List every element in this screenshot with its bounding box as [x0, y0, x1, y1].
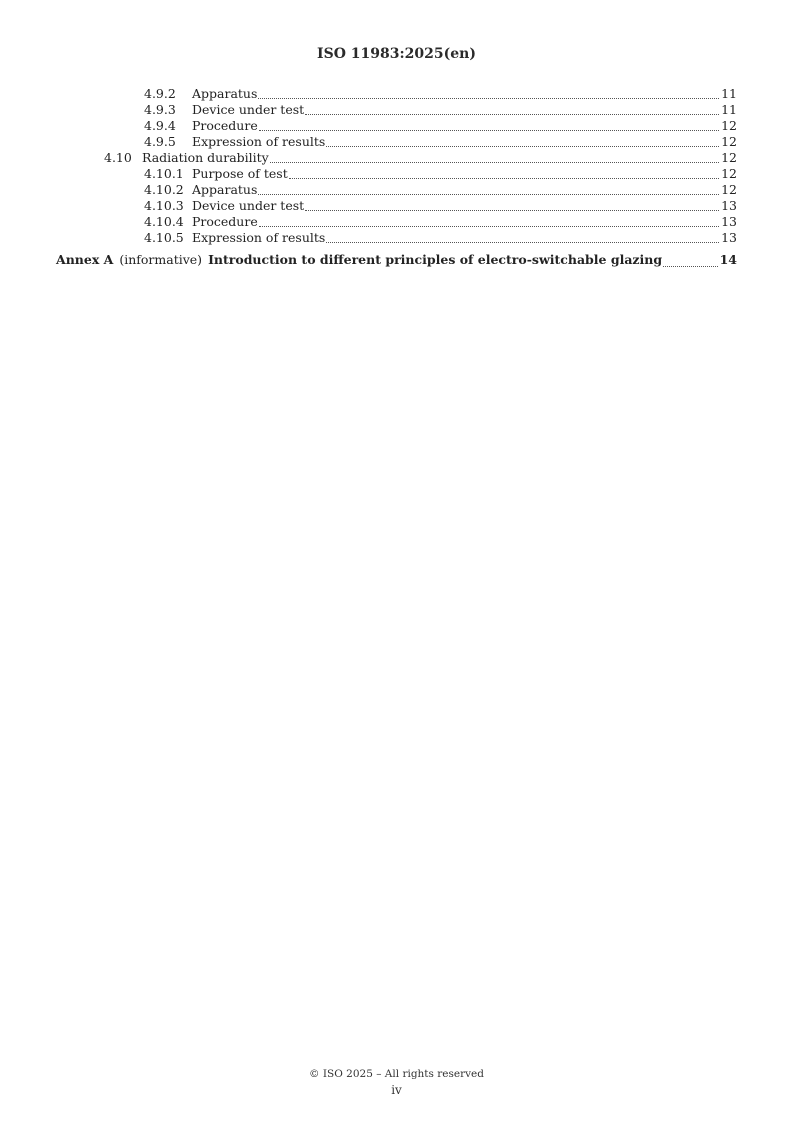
toc-entry[interactable]: [56, 182, 737, 198]
toc-entry[interactable]: [56, 198, 737, 214]
page-footer: [0, 1066, 793, 1098]
toc-entry-number: 4.9.4: [144, 118, 176, 133]
toc-entry[interactable]: [56, 214, 737, 230]
toc-entry-page: 12: [721, 150, 737, 165]
toc-entry-title: Device under test: [192, 198, 305, 213]
toc-entry-title: Expression of results: [192, 134, 326, 149]
annex-label: Annex A: [56, 252, 114, 267]
toc-entry-page: 12: [721, 166, 737, 181]
copyright-notice: © ISO 2025 – All rights reserved: [309, 1068, 484, 1080]
toc-entry-title: Apparatus: [192, 86, 258, 101]
annex-title: Introduction to different principles of electro-switchable glazing: [208, 252, 663, 267]
toc-entry[interactable]: [56, 230, 737, 246]
toc-entry-title: Procedure: [192, 214, 258, 229]
toc-entry-number: 4.10.1: [144, 166, 184, 181]
dot-leader: [289, 178, 719, 179]
toc-annex-entry[interactable]: [56, 250, 737, 270]
toc-entry[interactable]: [56, 166, 737, 182]
dot-leader: [663, 266, 717, 267]
dot-leader: [259, 226, 719, 227]
toc-entry-title: Apparatus: [192, 182, 258, 197]
toc-entry-page: 13: [721, 214, 737, 229]
toc-entry-number: 4.10.4: [144, 214, 184, 229]
dot-leader: [305, 210, 719, 211]
toc-entry[interactable]: [56, 118, 737, 134]
toc-entry-number: 4.9.2: [144, 86, 176, 101]
toc-entry-number: 4.10.3: [144, 198, 184, 213]
dot-leader: [258, 194, 719, 195]
dot-leader: [305, 114, 719, 115]
annex-page: 14: [719, 252, 737, 267]
dot-leader: [258, 98, 719, 99]
toc-entry[interactable]: [56, 134, 737, 150]
toc-entry-page: 12: [721, 134, 737, 149]
toc-entry-page: 11: [721, 102, 737, 117]
toc-entry-number: 4.10.5: [144, 230, 184, 245]
toc-entry-number: 4.10: [104, 150, 132, 165]
toc-entry-title: Expression of results: [192, 230, 326, 245]
toc-entry-page: 13: [721, 230, 737, 245]
dot-leader: [326, 146, 719, 147]
toc-entry-title: Purpose of test: [192, 166, 288, 181]
toc-entry-page: 11: [721, 86, 737, 101]
table-of-contents: [56, 86, 737, 270]
document-header: ISO 11983:2025(en): [317, 46, 476, 62]
annex-type: (informative): [119, 252, 203, 267]
toc-entry-page: 12: [721, 118, 737, 133]
dot-leader: [259, 130, 719, 131]
dot-leader: [270, 162, 719, 163]
toc-entry-title: Radiation durability: [142, 150, 269, 165]
dot-leader: [326, 242, 719, 243]
toc-entry-number: 4.9.3: [144, 102, 176, 117]
toc-entry-number: 4.10.2: [144, 182, 184, 197]
toc-entry-page: 13: [721, 198, 737, 213]
toc-entry[interactable]: [56, 150, 737, 166]
toc-entry[interactable]: [56, 102, 737, 118]
toc-entry-page: 12: [721, 182, 737, 197]
toc-entry-title: Procedure: [192, 118, 258, 133]
toc-entry[interactable]: [56, 86, 737, 102]
page-number: iv: [391, 1083, 402, 1097]
toc-entry-title: Device under test: [192, 102, 305, 117]
toc-entry-number: 4.9.5: [144, 134, 176, 149]
